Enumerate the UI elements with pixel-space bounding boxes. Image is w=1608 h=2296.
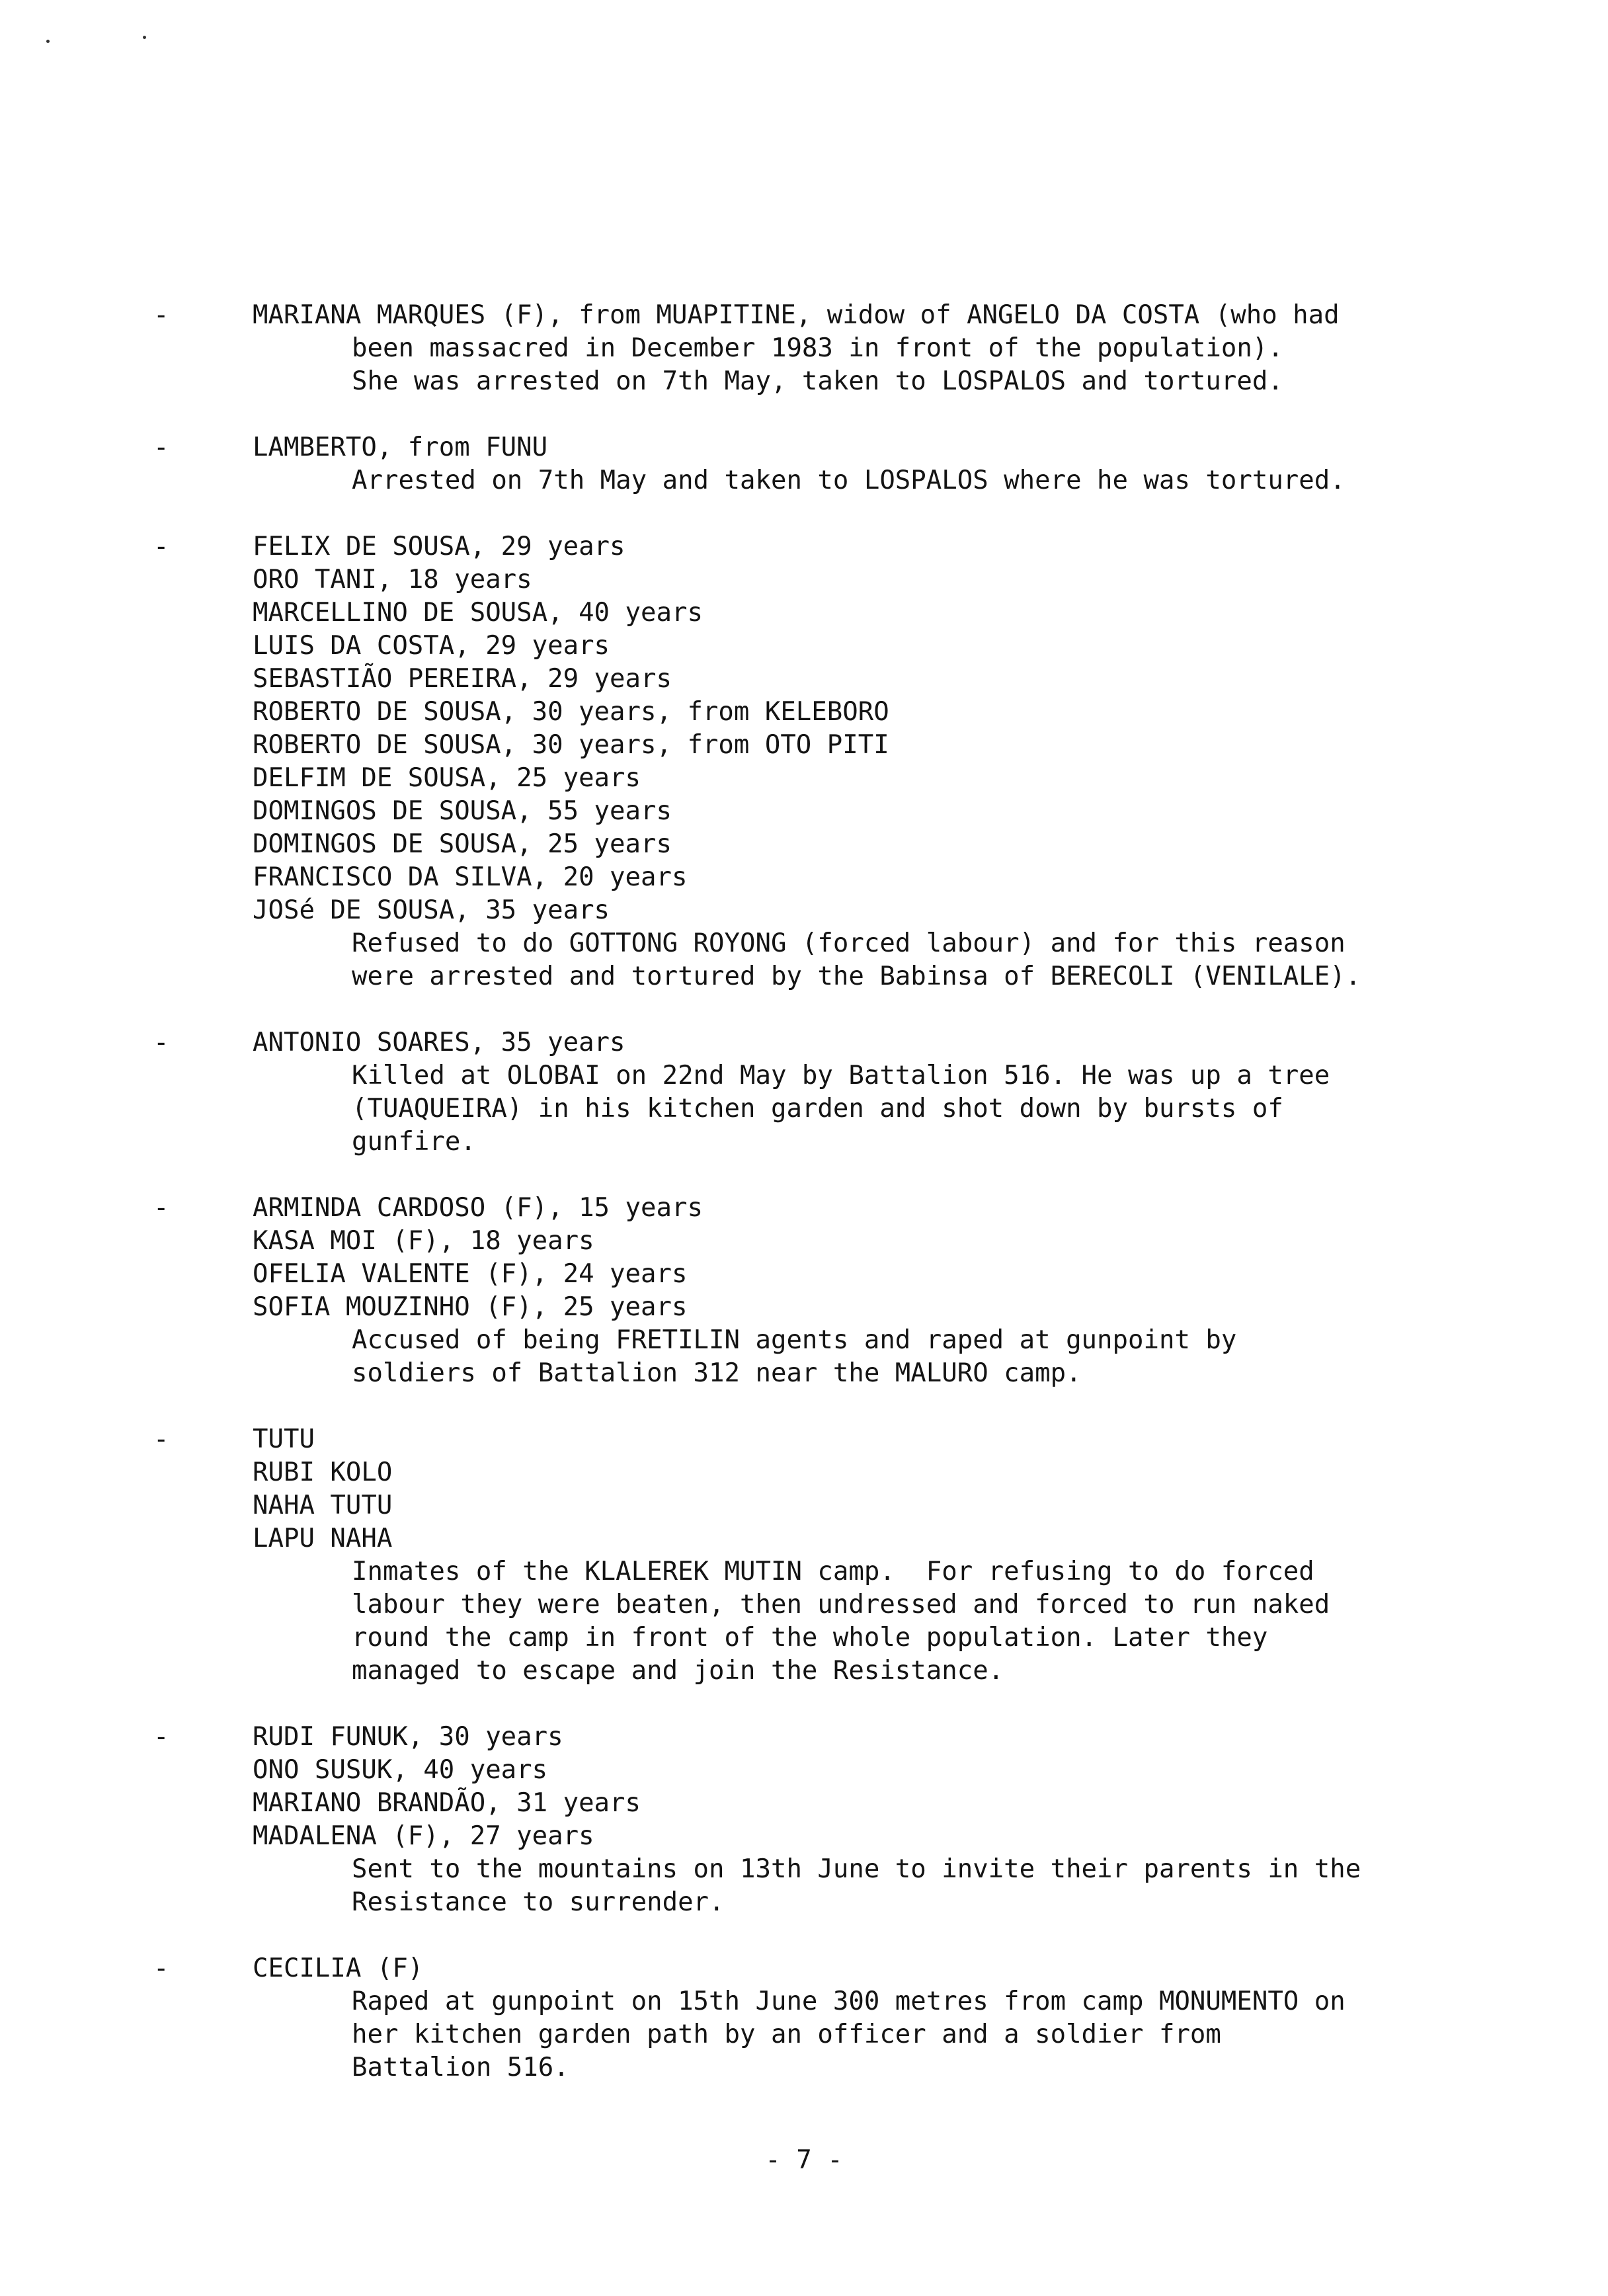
victim-name: MARIANO BRANDÃO, 31 years [253, 1788, 641, 1818]
incident-description: Sent to the mountains on 13th June to invite their parents in the [352, 1854, 1361, 1884]
incident-description: her kitchen garden path by an officer and a soldier from [352, 2020, 1221, 2049]
victim-name: SOFIA MOUZINHO (F), 25 years [253, 1292, 688, 1322]
list-item [0, 299, 1608, 398]
bullet-dash: - [153, 1953, 169, 1983]
victim-name: KASA MOI (F), 18 years [253, 1226, 594, 1256]
victim-name: LUIS DA COSTA, 29 years [253, 631, 610, 661]
victim-name: JOSé DE SOUSA, 35 years [253, 895, 610, 925]
victim-name: OFELIA VALENTE (F), 24 years [253, 1259, 688, 1289]
victim-name: ROBERTO DE SOUSA, 30 years, from KELEBORO [253, 697, 889, 727]
victim-name: LAMBERTO, from FUNU [253, 432, 548, 462]
victim-name: RUDI FUNUK, 30 years [253, 1722, 563, 1752]
incident-description: soldiers of Battalion 312 near the MALURO camp. [352, 1358, 1082, 1388]
incident-description: Raped at gunpoint on 15th June 300 metres from camp MONUMENTO on [352, 1987, 1346, 2016]
incident-description: managed to escape and join the Resistance. [352, 1656, 1004, 1686]
victim-name: LAPU NAHA [253, 1524, 393, 1553]
victim-name: MARIANA MARQUES (F), from MUAPITINE, widow of ANGELO DA COSTA (who had [253, 300, 1340, 330]
incident-description: Battalion 516. [352, 2053, 569, 2082]
incident-description: Refused to do GOTTONG ROYONG (forced labour) and for this reason [352, 928, 1346, 958]
list-item [0, 1952, 1608, 2084]
incident-description: Inmates of the KLALEREK MUTIN camp. For refusing to do forced [352, 1557, 1314, 1586]
victim-name: ORO TANI, 18 years [253, 565, 532, 594]
incident-description: labour they were beaten, then undressed and forced to run naked [352, 1590, 1330, 1620]
victim-name: FELIX DE SOUSA, 29 years [253, 532, 625, 561]
incident-description: She was arrested on 7th May, taken to LOSPALOS and tortured. [352, 366, 1283, 396]
bullet-dash: - [153, 1424, 169, 1454]
victim-name: DELFIM DE SOUSA, 25 years [253, 763, 641, 793]
page-number: - 7 - [765, 2145, 843, 2175]
list-item [0, 1721, 1608, 1919]
victim-name: DOMINGOS DE SOUSA, 25 years [253, 829, 672, 859]
victim-name: DOMINGOS DE SOUSA, 55 years [253, 796, 672, 826]
bullet-dash: - [153, 532, 169, 561]
scan-speck [46, 40, 50, 43]
bullet-dash: - [153, 1193, 169, 1223]
incident-description: been massacred in December 1983 in front of the population). [352, 333, 1283, 363]
list-item [0, 1026, 1608, 1159]
incident-description: Killed at OLOBAI on 22nd May by Battalion 516. He was up a tree [352, 1061, 1330, 1090]
victim-name: ROBERTO DE SOUSA, 30 years, from OTO PITI [253, 730, 889, 760]
incident-description: Accused of being FRETILIN agents and raped at gunpoint by [352, 1325, 1237, 1355]
bullet-dash: - [153, 1028, 169, 1057]
incident-description: Resistance to surrender. [352, 1887, 725, 1917]
victim-name: RUBI KOLO [253, 1457, 393, 1487]
victim-name: FRANCISCO DA SILVA, 20 years [253, 862, 688, 892]
incident-description: Arrested on 7th May and taken to LOSPALOS where he was tortured. [352, 466, 1346, 495]
bullet-dash: - [153, 1722, 169, 1752]
incident-description: were arrested and tortured by the Babinsa of BERECOLI (VENILALE). [352, 962, 1361, 991]
victim-name: ONO SUSUK, 40 years [253, 1755, 548, 1785]
victim-name: CECILIA (F) [253, 1953, 424, 1983]
victim-name: TUTU [253, 1424, 315, 1454]
incident-description: gunfire. [352, 1127, 476, 1157]
scan-speck [143, 36, 146, 39]
list-item [0, 1192, 1608, 1390]
victim-name: ARMINDA CARDOSO (F), 15 years [253, 1193, 703, 1223]
victim-name: SEBASTIÃO PEREIRA, 29 years [253, 664, 672, 694]
list-item [0, 431, 1608, 497]
victim-name: MADALENA (F), 27 years [253, 1821, 594, 1851]
victim-name: MARCELLINO DE SOUSA, 40 years [253, 598, 703, 628]
list-item [0, 1423, 1608, 1688]
bullet-dash: - [153, 432, 169, 462]
victim-name: ANTONIO SOARES, 35 years [253, 1028, 625, 1057]
victim-name: NAHA TUTU [253, 1491, 393, 1520]
incident-description: (TUAQUEIRA) in his kitchen garden and shot down by bursts of [352, 1094, 1283, 1124]
incident-description: round the camp in front of the whole population. Later they [352, 1623, 1268, 1653]
bullet-dash: - [153, 300, 169, 330]
victim-list [0, 299, 1608, 2117]
list-item [0, 530, 1608, 993]
